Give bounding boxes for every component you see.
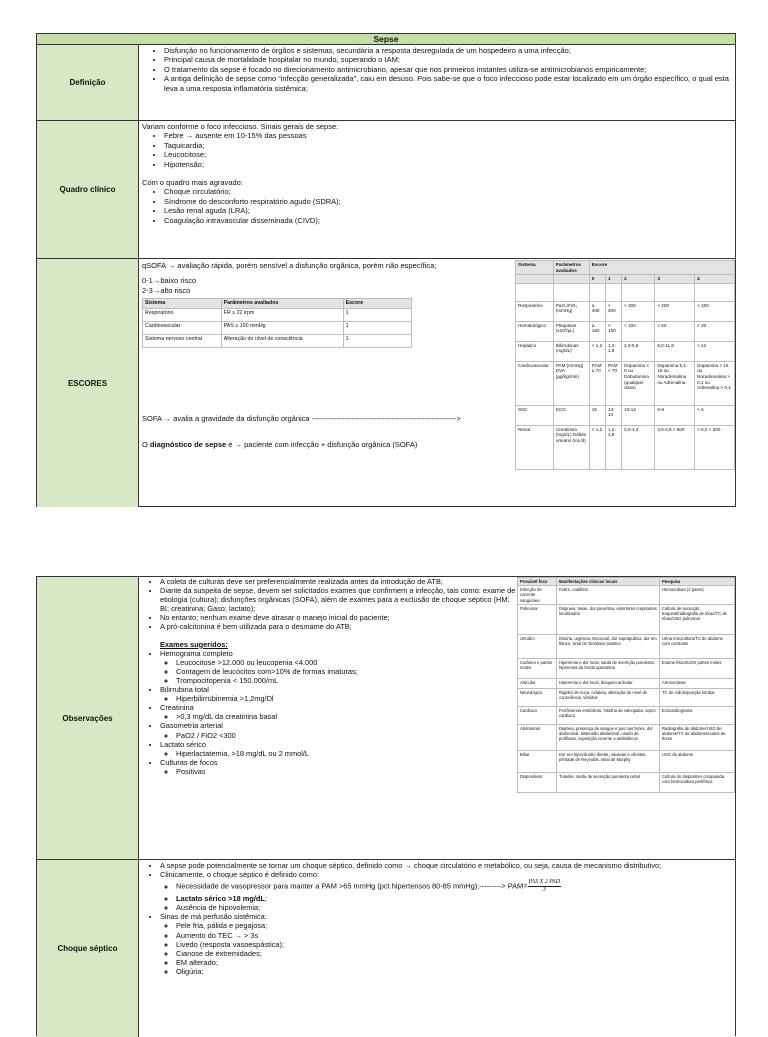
perf-list [160, 921, 732, 976]
cell: 10-12 [622, 405, 655, 425]
risk-low: 0-1→baixo risco [142, 276, 197, 286]
list-item [176, 879, 732, 894]
list-item: ◦ Leucocitose >12.000 ou leucopenia <4.000 [176, 658, 517, 667]
cell: Pulmonar [518, 604, 557, 634]
cell: ≥ 400 [589, 301, 605, 321]
table-row [518, 772, 735, 792]
table-row [518, 688, 735, 706]
sofa-score-col: 2 [622, 275, 655, 284]
row-definicao [37, 45, 735, 121]
list-item: ◦ Contagem de leucócitos com>10% de formas imaturas; [176, 667, 517, 676]
list-item [160, 721, 517, 739]
row-label-quadro-clinico: Quadro clínico [37, 121, 139, 258]
diagnosis-suffix: é → paciente com infecção + disfunção orgânica (SOFA) [226, 440, 418, 449]
cell: Cutâneo e partes moles [518, 658, 557, 678]
cell: Artrocentese [660, 678, 735, 688]
table-row [516, 405, 735, 425]
cell: ≥ 150 [589, 321, 605, 341]
cell: Dopamina > 15 ou Noradrenalina > 0,1 ou Adrenalina > 0,1 [695, 361, 735, 405]
definicao-list [142, 46, 732, 93]
definicao-content [139, 45, 735, 120]
cell: Hemocultura (2 pares) [660, 586, 735, 605]
list-item: • Diante da suspeita de sepse, devem ser solicitados exames que confirmem a infecção, tais como: exame de etiologia (cultura); disfunções orgânicas (SOFA), além de exames para a exclusão de choque séptico (HM; BI; creatinina; Gaso; lactato); [160, 586, 517, 613]
cell: Cardiovascular [143, 321, 222, 334]
list-item: • Febre → ausente em 10-15% das pessoas [164, 131, 732, 140]
table-row [518, 604, 735, 634]
cell: 1,2-1,9 [605, 425, 621, 469]
table-row [518, 750, 735, 772]
table-row [518, 658, 735, 678]
table-row [518, 706, 735, 724]
sofa-score-col: 4 [695, 275, 735, 284]
sofa-header: Escore [589, 261, 734, 275]
cell: > 5,0 < 200 [695, 425, 735, 469]
cell: 2,0-5,9 [622, 341, 655, 361]
sofa-score-col: 1 [605, 275, 621, 284]
list-item: • Choque circulatório; [164, 187, 732, 196]
cell: Bilirrubinas (mg/dL) [553, 341, 589, 361]
cell: Radiografia de abdome/USG de abdome/TC de abdome/exame de fezes [660, 724, 735, 750]
row-label-choque-septico: Choque séptico [37, 860, 139, 1037]
list-item: ◦ >0,3 mg/dL da creatinina basal [176, 712, 517, 721]
cell: < 20 [695, 321, 735, 341]
cell: Dopamina 5,1-15 ou Noradrenalina ou Adrenalina [655, 361, 695, 405]
observacoes-table [36, 576, 736, 1036]
sofa-table [515, 260, 735, 470]
exam-name: Gasometria arterial [160, 721, 223, 731]
cell: Dor em hipocôndrio direito, náuseas e vômitos, pêntade de Reynolds, sinal de Murphy [557, 750, 660, 772]
cell: Respiratório [143, 308, 222, 321]
row-observacoes [37, 577, 735, 860]
cell: Respiratório [516, 301, 554, 321]
cell: PAM < 70 [605, 361, 621, 405]
cell: 6-9 [655, 405, 695, 425]
list-item: ◦ PaO2 / FiO2 <300 [176, 731, 517, 740]
sofa-header: Sistema [516, 261, 554, 275]
diagnosis-bold: diagnóstico de sepse [149, 440, 227, 449]
cell: < 50 [655, 321, 695, 341]
criteria-list [160, 879, 732, 912]
table-title: Sepse [37, 34, 735, 45]
list-item: ◦ Ausência de hipovolemia; [176, 903, 732, 912]
list-item: ◦ Hiperlactatemia, >18 mg/dL ou 2 mmol/L [176, 749, 517, 758]
list-item [160, 685, 517, 703]
cell: Exame físico/USG partes moles [660, 658, 735, 678]
list-item [160, 703, 517, 721]
table-row [516, 361, 735, 405]
cell: Urina I/urocultura/TC de abdome com contraste [660, 634, 735, 658]
focus-header: Manifestações clínicas locais [557, 578, 660, 586]
list-item: • Lesão renal aguda (LRA); [164, 206, 732, 215]
list-item [160, 912, 732, 976]
cell: PAM ≥ 70 [589, 361, 605, 405]
table-row [518, 634, 735, 658]
table-row [516, 341, 735, 361]
cell: Abdominal [518, 724, 557, 750]
list-item: • O tratamento da sepse é focado no direcionamento antimicrobiano, apesar que nos primeiros instantes utiliza-se antimicrobianos empiricamente; [164, 65, 732, 74]
observacoes-list [142, 577, 517, 632]
row-label-escores: ESCORES [37, 259, 139, 507]
focus-header: Provável foco [518, 578, 557, 586]
cell: USG de abdome [660, 750, 735, 772]
qsofa-line: qSOFA → avaliação rápida, porém sensível a disfunção orgânica, porém não específica; [142, 261, 437, 270]
table-row [143, 334, 412, 347]
cell: < 400 [605, 301, 621, 321]
cell: Dispneia, tosse, dor pleurítica, estertores crepitantes localizados [557, 604, 660, 634]
row-choque-septico [37, 860, 735, 1037]
cell: Sistema nervoso central [143, 334, 222, 347]
list-item: • Principal causa de mortalidade hospitalar no mundo, superando o IAM; [164, 55, 732, 64]
pam-numerator: PAS X 2 PAD [528, 879, 561, 886]
table-row [143, 321, 412, 334]
list-item: ◦ Pele fria, pálida e pegajosa; [176, 921, 732, 930]
list-item: ◦ Oligúria; [176, 967, 732, 976]
diagnosis-line [142, 440, 417, 449]
cell: 6,0-11,9 [655, 341, 695, 361]
sofa-score-col: 0 [589, 275, 605, 284]
list-item [160, 740, 517, 758]
choque-list [142, 861, 732, 976]
cell: Dopamina < 5 ou Dobutamina (qualquer dose) [622, 361, 655, 405]
cell: Hematológico [516, 321, 554, 341]
sofa-score-col: 3 [655, 275, 695, 284]
list-item: • A sepse pode potencialmente se tornar um choque séptico, definido como → choque circulatório e metabólico, ou seja, causa de mecanismo distributivo; [160, 861, 732, 870]
cell: 2,0-3,4 [622, 425, 655, 469]
list-item: ◦ Trompocitopenia < 150.000/mL [176, 676, 517, 685]
cell: Cultura do dispositivo comparada com hemocultura periférica [660, 772, 735, 792]
cell: SNC [516, 405, 554, 425]
qsofa-table [142, 298, 412, 347]
perf-title: Sinas de má perfusão sistêmica: [160, 912, 267, 922]
cell: < 100 [622, 321, 655, 341]
qsofa-header: Parâmetros avaliados [221, 299, 343, 308]
cell: 1 [343, 321, 411, 334]
list-item: • Leucocitose; [164, 150, 732, 159]
list-item: • Síndrome do desconforto respiratório agudo (SDRA); [164, 197, 732, 206]
cell: Neurológico [518, 688, 557, 706]
cell: 1 [343, 334, 411, 347]
list-item: • Disfunção no funcionamento de órgãos e sistemas, secundária a resposta desregulada de um hospedeiro a uma infecção; [164, 46, 732, 55]
cell: FR ≥ 22 irpm [221, 308, 343, 321]
cell: Alteração do nível de consciência [221, 334, 343, 347]
cell: < 1,2 [589, 341, 605, 361]
table-row [518, 678, 735, 688]
cell: Urinário [518, 634, 557, 658]
lactato-criterion: Lactato sérico >18 mg/dL [176, 894, 265, 904]
lactato-suffix: ; [264, 894, 267, 904]
cell: ECG [553, 405, 589, 425]
cell: TC de crânio/punção lombar [660, 688, 735, 706]
cell: Dispositivos [518, 772, 557, 792]
list-item [160, 870, 732, 912]
pam-denominator: 3 [542, 887, 546, 894]
table-row [518, 586, 735, 605]
table-row [516, 301, 735, 321]
exam-name: Hemograma completo [160, 648, 233, 658]
focus-table [517, 577, 735, 793]
cell: Hepático [516, 341, 554, 361]
cell: Renal [516, 425, 554, 469]
cell: Cardíaco [518, 706, 557, 724]
cell: Creatinina (mg/dL) Débito urinário (mL/d) [553, 425, 589, 469]
signs-list [142, 131, 732, 169]
cell: Hiperemia e dor local, saída de secreção purulenta, hiperemia da ferida operatória [557, 658, 660, 678]
list-item [160, 649, 517, 685]
cell: Infecção de corrente sanguínea [518, 586, 557, 605]
exam-name: Lactato sérico [160, 739, 207, 749]
list-item: ◦ EM alterado; [176, 958, 732, 967]
cell: Cultura de secreção traqueal/radiografia de tórax/TC de tórax/USG pulmonar [660, 604, 735, 634]
pam-formula [528, 879, 562, 894]
exams-title: Exames sugeridos: [160, 639, 228, 649]
cell: Rigidez de nuca, cefaleia, alteração do nível de consciência, vômitos [557, 688, 660, 706]
list-item: ◦ Cianose de extremidades; [176, 949, 732, 958]
choque-definition: Clinicamente, o choque séptico é definido como: [160, 870, 319, 880]
cell: < 300 [622, 301, 655, 321]
exams-list [142, 649, 517, 776]
list-item: • Coagulação intravascular disseminada (CIVD); [164, 216, 732, 225]
exam-name: Culturas de focos [160, 757, 218, 767]
observacoes-content [139, 577, 735, 859]
cell: Hiperemia e dor local, bloqueio articular [557, 678, 660, 688]
list-item: ◦ Aumento do TEC → > 3s [176, 931, 732, 940]
cell: < 100 [695, 301, 735, 321]
table-row [143, 308, 412, 321]
cell: < 150 [605, 321, 621, 341]
cell: Ecocardiograma [660, 706, 735, 724]
cell: Plaquetas (x10³/µL) [553, 321, 589, 341]
list-item: ◦ Hiperbilirrubinemia >1,2mg/Dl [176, 694, 517, 703]
cell: 1,2-1,9 [605, 341, 621, 361]
row-label-definicao: Definição [37, 45, 139, 120]
focus-header: Pesquisa [660, 578, 735, 586]
table-row [516, 321, 735, 341]
exam-name: Bilirrubina total [160, 685, 209, 695]
cell: 3,5-4,9 < 500 [655, 425, 695, 469]
cell: 15 [589, 405, 605, 425]
table-row [516, 425, 735, 469]
quadro-content [139, 121, 735, 258]
cell: < 1,2 [589, 425, 605, 469]
list-item: ◦ Positivas [176, 767, 517, 776]
aggravated-intro: Com o quadro mais agravado: [142, 178, 243, 188]
cell: Articular [518, 678, 557, 688]
cell: PAS ≤ 100 mmHg [221, 321, 343, 334]
sofa-header: Parâmetros avaliados [553, 261, 589, 275]
cell: Biliar [518, 750, 557, 772]
cell: PAM (mmHg) DVA (µg/kg/min) [553, 361, 589, 405]
diagnosis-prefix: O [142, 440, 150, 449]
row-label-observacoes: Observações [37, 577, 139, 859]
list-item: • Taquicardia; [164, 141, 732, 150]
list-item: • No entanto; nenhum exame deve atrasar o manejo inicial do paciente; [160, 613, 517, 622]
list-item: ◦ Livedo (resposta vasoespástica); [176, 940, 732, 949]
cell: Diarreia, presença de sangue e pus nas fezes, dor abdominal, distensão abdominal, usado de profilaxia, exposição recente a antibióticos [557, 724, 660, 750]
list-item: • A antiga definição de sepse como “infecção generalizada”, caiu em desuso. Pois sabe-se que o foco infeccioso pode estar localizado em um órgão específico, o qual esta leva a uma resposta inflamatória sistêmica; [164, 74, 732, 93]
cell: > 12 [695, 341, 735, 361]
cell: PaO₂/FiO₂ (mmHg) [553, 301, 589, 321]
sofa-line: SOFA → avalia a gravidade da disfunção orgânica ----------------------------------------------------------> [142, 414, 461, 423]
escores-content [139, 259, 735, 507]
qsofa-header: Escore [343, 299, 411, 308]
pam-criterion: Necessidade de vasopressor para manter a PAM >65 mmHg (pct hipertensos 80-85 mmHg);---------> PAM= [176, 881, 528, 891]
row-quadro-clinico [37, 121, 735, 259]
list-item [160, 758, 517, 776]
cell: Cardiovascular [516, 361, 554, 405]
cell: Febre, calafrios [557, 586, 660, 605]
list-item [176, 894, 732, 903]
choque-content [139, 860, 735, 1037]
cell: 13-14 [605, 405, 621, 425]
list-item: • A pró-calcitonina é bem utilizada para o desmame do ATB; [160, 622, 517, 631]
cell: < 6 [695, 405, 735, 425]
cell: 1 [343, 308, 411, 321]
risk-high: 2-3→alto risco [142, 285, 191, 295]
qsofa-header: Sistema [143, 299, 222, 308]
quadro-intro: Variam conforme o foco infeccioso. Sinais gerais de sepse: [142, 122, 339, 131]
sepse-table [36, 33, 736, 507]
list-item: • A coleta de culturas deve ser preferencialmente realizada antes da introdução de ATB; [160, 577, 517, 586]
cell: < 200 [655, 301, 695, 321]
row-escores [37, 259, 735, 507]
cell: Disúria, urgência miccional, dor suprapúbica, dor em flanco, sinal de Giordano positivo [557, 634, 660, 658]
list-item: • Hipotensão; [164, 160, 732, 169]
aggravated-list [142, 187, 732, 225]
cell: Fenômenos embólicos, história de valvopatia, sopro cardíaco [557, 706, 660, 724]
cell: Tunelite, saída de secreção purulenta ostial [557, 772, 660, 792]
table-row [518, 724, 735, 750]
exam-name: Creatinina [160, 703, 194, 713]
